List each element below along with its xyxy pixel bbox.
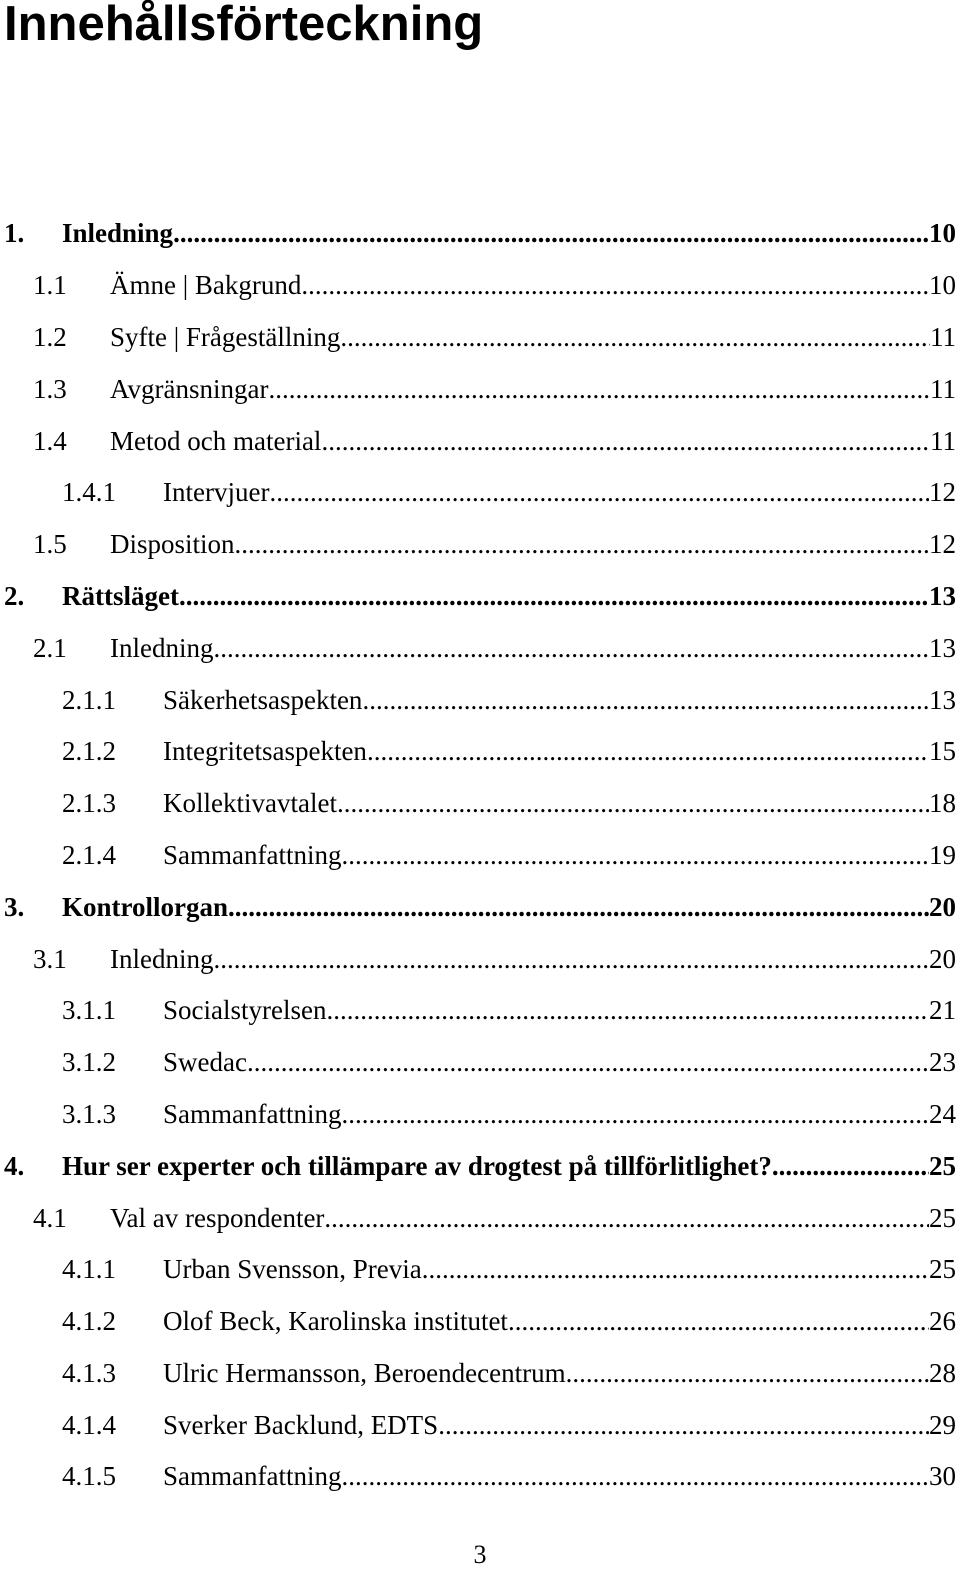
toc-entry-page: 26 xyxy=(929,1306,956,1336)
toc-entry-page: 12 xyxy=(929,477,956,507)
toc-dot-leader xyxy=(341,1459,929,1493)
toc-dot-leader xyxy=(422,1252,929,1286)
toc-entry-3-1-1[interactable] xyxy=(62,993,956,1027)
toc-entry-1-5[interactable] xyxy=(33,527,956,561)
toc-entry-number: 4.1 xyxy=(33,1203,67,1233)
toc-entry-title: Disposition xyxy=(110,529,235,559)
toc-entry-page: 11 xyxy=(930,322,956,352)
toc-entry-title: Kontrollorgan xyxy=(62,892,229,922)
toc-dot-leader xyxy=(179,579,929,613)
toc-dot-leader xyxy=(326,993,929,1027)
toc-entry-page: 25 xyxy=(929,1254,956,1284)
toc-dot-leader xyxy=(438,1408,929,1442)
toc-entry-number: 3.1.2 xyxy=(62,1047,116,1077)
toc-entry-title: Integritetsaspekten xyxy=(163,736,367,766)
toc-entry-title: Inledning xyxy=(110,633,214,663)
toc-entry-page: 13 xyxy=(929,685,956,715)
toc-entry-2-1[interactable] xyxy=(33,631,956,665)
toc-entry-title: Säkerhetsaspekten xyxy=(163,685,363,715)
toc-dot-leader xyxy=(301,268,929,302)
toc-entry-page: 24 xyxy=(929,1099,956,1129)
toc-entry-page: 29 xyxy=(929,1410,956,1440)
toc-entry-4-1[interactable] xyxy=(33,1201,956,1235)
toc-entry-1[interactable] xyxy=(4,216,956,250)
toc-entry-1-4[interactable] xyxy=(33,424,956,458)
toc-entry-number: 3.1 xyxy=(33,944,67,974)
toc-entry-number: 1.3 xyxy=(33,374,67,404)
toc-entry-number: 2.1.2 xyxy=(62,736,116,766)
toc-entry-4-1-4[interactable] xyxy=(62,1408,956,1442)
toc-dot-leader xyxy=(213,631,929,665)
toc-entry-page: 10 xyxy=(929,270,956,300)
toc-entry-title: Sverker Backlund, EDTS xyxy=(163,1410,439,1440)
toc-entry-2-1-2[interactable] xyxy=(62,734,956,768)
toc-entry-page: 20 xyxy=(929,892,956,922)
toc-entry-number: 2. xyxy=(4,581,25,611)
toc-entry-page: 15 xyxy=(929,736,956,766)
toc-entry-number: 1.4 xyxy=(33,426,67,456)
toc-entry-title: Kollektivavtalet xyxy=(163,788,337,818)
toc-entry-page: 11 xyxy=(930,426,956,456)
toc-entry-number: 2.1.4 xyxy=(62,840,116,870)
toc-entry-1-4-1[interactable] xyxy=(62,475,956,509)
toc-entry-page: 30 xyxy=(929,1461,956,1491)
toc-entry-title: Avgränsningar xyxy=(110,374,269,404)
toc-entry-title: Socialstyrelsen xyxy=(163,995,327,1025)
toc-dot-leader xyxy=(508,1304,929,1338)
toc-entry-page: 13 xyxy=(929,581,956,611)
toc-entry-3-1[interactable] xyxy=(33,942,956,976)
toc-dot-leader xyxy=(268,372,930,406)
toc-entry-number: 1.4.1 xyxy=(62,477,116,507)
toc-entry-4-1-5[interactable] xyxy=(62,1459,956,1493)
toc-dot-leader xyxy=(213,942,929,976)
toc-entry-title: Syfte | Frågeställning xyxy=(110,322,341,352)
page-number: 3 xyxy=(473,1540,487,1569)
toc-entry-3[interactable] xyxy=(4,890,956,924)
toc-entry-page: 20 xyxy=(929,944,956,974)
toc-entry-page: 19 xyxy=(929,840,956,870)
toc-entry-title: Ämne | Bakgrund xyxy=(110,270,302,300)
toc-dot-leader xyxy=(324,1201,929,1235)
toc-entry-2[interactable] xyxy=(4,579,956,613)
toc-entry-page: 25 xyxy=(929,1203,956,1233)
toc-entry-title: Ulric Hermansson, Beroendecentrum xyxy=(163,1358,566,1388)
toc-entry-title: Swedac xyxy=(163,1047,247,1077)
toc-entry-4[interactable] xyxy=(4,1149,956,1183)
toc-entry-number: 3.1.3 xyxy=(62,1099,116,1129)
toc-dot-leader xyxy=(337,786,929,820)
toc-dot-leader xyxy=(367,734,929,768)
toc-entry-title: Urban Svensson, Previa xyxy=(163,1254,422,1284)
toc-entry-number: 4.1.5 xyxy=(62,1461,116,1491)
toc-entry-number: 1.2 xyxy=(33,322,67,352)
toc-dot-leader xyxy=(235,527,929,561)
toc-dot-leader xyxy=(228,890,929,924)
toc-entry-4-1-3[interactable] xyxy=(62,1356,956,1390)
toc-entry-2-1-4[interactable] xyxy=(62,838,956,872)
toc-entry-number: 1. xyxy=(4,218,25,248)
toc-entry-number: 3.1.1 xyxy=(62,995,116,1025)
toc-dot-leader xyxy=(247,1045,929,1079)
toc-entry-page: 21 xyxy=(929,995,956,1025)
toc-entry-page: 12 xyxy=(929,529,956,559)
toc-entry-4-1-1[interactable] xyxy=(62,1252,956,1286)
toc-entry-number: 2.1.1 xyxy=(62,685,116,715)
toc-entry-page: 25 xyxy=(929,1151,956,1181)
toc-entry-title: Hur ser experter och tillämpare av drogtest på tillförlitlighet? xyxy=(62,1151,772,1181)
toc-dot-leader xyxy=(362,683,929,717)
toc-dot-leader xyxy=(341,1097,929,1131)
toc-entry-page: 18 xyxy=(929,788,956,818)
toc-entry-title: Inledning xyxy=(62,218,174,248)
toc-entry-number: 4.1.2 xyxy=(62,1306,116,1336)
toc-dot-leader xyxy=(772,1149,929,1183)
toc-entry-2-1-3[interactable] xyxy=(62,786,956,820)
toc-entry-title: Intervjuer xyxy=(163,477,270,507)
toc-entry-page: 10 xyxy=(929,218,956,248)
toc-entry-page: 11 xyxy=(930,374,956,404)
toc-entry-title: Val av respondenter xyxy=(110,1203,325,1233)
toc-entry-number: 4. xyxy=(4,1151,25,1181)
toc-entry-2-1-1[interactable] xyxy=(62,683,956,717)
toc-entry-title: Rättsläget xyxy=(62,581,179,611)
toc-entry-4-1-2[interactable] xyxy=(62,1304,956,1338)
toc-entry-title: Olof Beck, Karolinska institutet xyxy=(163,1306,508,1336)
toc-entry-page: 28 xyxy=(929,1358,956,1388)
toc-entry-3-1-2[interactable] xyxy=(62,1045,956,1079)
toc-dot-leader xyxy=(341,838,929,872)
toc-dot-leader xyxy=(321,424,930,458)
toc-entry-1-2[interactable] xyxy=(33,320,956,354)
page-title: Innehållsförteckning xyxy=(4,0,484,51)
toc-entry-number: 2.1 xyxy=(33,633,67,663)
toc-entry-number: 1.1 xyxy=(33,270,67,300)
toc-entry-page: 13 xyxy=(929,633,956,663)
toc-entry-title: Metod och material xyxy=(110,426,322,456)
toc-dot-leader xyxy=(566,1356,929,1390)
toc-entry-number: 4.1.3 xyxy=(62,1358,116,1388)
toc-dot-leader xyxy=(340,320,930,354)
toc-entry-page: 23 xyxy=(929,1047,956,1077)
toc-entry-title: Sammanfattning xyxy=(163,1461,342,1491)
toc-entry-1-1[interactable] xyxy=(33,268,956,302)
toc-entry-number: 4.1.1 xyxy=(62,1254,116,1284)
toc-entry-title: Inledning xyxy=(110,944,214,974)
toc-entry-number: 2.1.3 xyxy=(62,788,116,818)
toc-dot-leader xyxy=(173,216,929,250)
toc-entry-number: 1.5 xyxy=(33,529,67,559)
toc-entry-title: Sammanfattning xyxy=(163,1099,342,1129)
toc-entry-1-3[interactable] xyxy=(33,372,956,406)
toc-entry-3-1-3[interactable] xyxy=(62,1097,956,1131)
toc-entry-number: 3. xyxy=(4,892,25,922)
toc-dot-leader xyxy=(269,475,929,509)
toc-entry-number: 4.1.4 xyxy=(62,1410,116,1440)
toc-entry-title: Sammanfattning xyxy=(163,840,342,870)
